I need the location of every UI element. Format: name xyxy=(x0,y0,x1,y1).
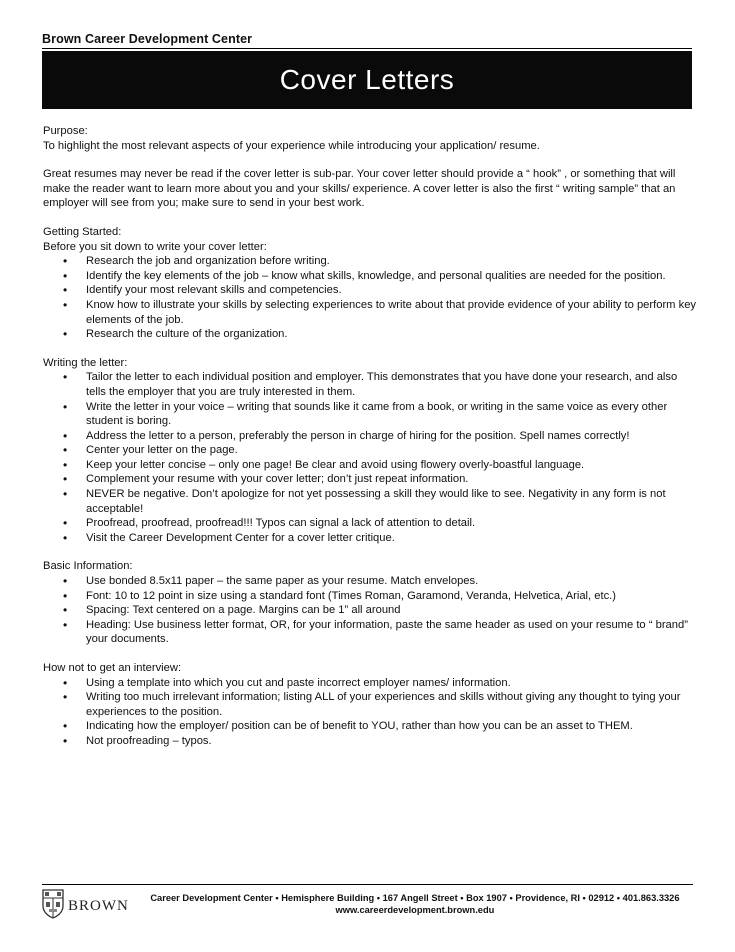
list-item: • Heading: Use business letter format, OR, for your information, paste the same header as used on your resume to “ brand” your documents. xyxy=(43,618,698,647)
list-item: • NEVER be negative. Don’t apologize for not yet possessing a skill they would like to see. Negativity in any form is not acceptable! xyxy=(43,487,698,516)
list-item: • Visit the Career Development Center for a cover letter critique. xyxy=(43,531,698,546)
bullet-list xyxy=(43,574,698,647)
footer-row xyxy=(42,889,693,919)
list-item: • Use bonded 8.5x11 paper – the same paper as your resume. Match envelopes. xyxy=(43,574,698,589)
list-item: • Research the culture of the organization. xyxy=(43,327,698,342)
page-title: Cover Letters xyxy=(279,64,455,95)
contact-info xyxy=(137,892,693,916)
list-item: • Write the letter in your voice – writing that sounds like it came from a book, or writing in the same voice as every other student is boring. xyxy=(43,400,698,429)
section-heading: Writing the letter: xyxy=(43,356,128,369)
list-item: • Not proofreading – typos. xyxy=(43,734,698,749)
bullet-list xyxy=(43,676,698,749)
list-item: • Identify your most relevant skills and competencies. xyxy=(43,283,698,298)
list-item: • Complement your resume with your cover letter; don’t just repeat information. xyxy=(43,472,698,487)
section-heading: Purpose: xyxy=(43,125,88,137)
purpose-section xyxy=(43,124,698,211)
list-item: • Research the job and organization before writing. xyxy=(43,254,698,269)
not-interview-section xyxy=(43,661,698,749)
list-item: • Know how to illustrate your skills by selecting experiences to write about that provide evidence of your ability to perform key elements of the job. xyxy=(43,298,698,327)
basic-info-section xyxy=(43,559,698,647)
header-rule xyxy=(42,48,692,49)
writing-section xyxy=(43,356,698,546)
page-header xyxy=(42,32,692,49)
list-item: • Using a template into which you cut and paste incorrect employer names/ information. xyxy=(43,676,698,691)
contact-website: www.careerdevelopment.brown.edu xyxy=(335,905,495,915)
section-heading: Basic Information: xyxy=(43,560,133,573)
list-item: • Indicating how the employer/ position can be of benefit to YOU, rather than how you can be an asset to THEM. xyxy=(43,719,698,734)
list-item: • Proofread, proofread, proofread!!! Typos can signal a lack of attention to detail. xyxy=(43,516,698,531)
section-intro: Before you sit down to write your cover letter: xyxy=(43,240,267,253)
bullet-list xyxy=(43,254,698,342)
section-heading: How not to get an interview: xyxy=(43,662,182,674)
list-item: • Keep your letter concise – only one page! Be clear and avoid using flowery overly-boastful language. xyxy=(43,458,698,473)
section-heading: Getting Started: xyxy=(43,225,122,238)
purpose-paragraph: Great resumes may never be read if the cover letter is sub-par. Your cover letter should provide a “ hook” , or something that will make the reader want to learn more about you and your skills/ experience. A cover letter is also the first “ writing sample” that an employer will see from you; make sure to send in your best work. xyxy=(43,168,676,210)
list-item: • Center your letter on the page. xyxy=(43,443,698,458)
list-item: • Identify the key elements of the job – know what skills, knowledge, and personal qualities are needed for the position. xyxy=(43,269,698,284)
list-item: • Font: 10 to 12 point in size using a standard font (Times Roman, Garamond, Veranda, Helvetica, Arial, etc.) xyxy=(43,589,698,604)
list-item: • Spacing: Text centered on a page. Margins can be 1” all around xyxy=(43,603,698,618)
purpose-line: To highlight the most relevant aspects of your experience while introducing your application/ resume. xyxy=(43,139,540,152)
list-item: • Writing too much irrelevant information; listing ALL of your experiences and skills without giving any thought to tying your experiences to the position. xyxy=(43,690,698,719)
org-name: Brown Career Development Center xyxy=(42,32,253,46)
list-item: • Tailor the letter to each individual position and employer. This demonstrates that you have done your research, and also tells the employer that you are truly interested in them. xyxy=(43,370,698,399)
contact-address: Career Development Center • Hemisphere Building • 167 Angell Street • Box 1907 • Providence, RI • 02912 • 401.863.3326 xyxy=(150,893,680,903)
footer-rule xyxy=(42,884,693,885)
getting-started-section xyxy=(43,225,698,342)
bullet-list xyxy=(43,370,698,545)
document-body xyxy=(43,124,698,763)
title-banner xyxy=(42,51,692,109)
page-footer xyxy=(42,884,693,919)
brown-wordmark: BROWN xyxy=(68,897,129,914)
brown-shield-icon xyxy=(42,889,64,919)
list-item: • Address the letter to a person, preferably the person in charge of hiring for the position. Spell names correctly! xyxy=(43,429,698,444)
